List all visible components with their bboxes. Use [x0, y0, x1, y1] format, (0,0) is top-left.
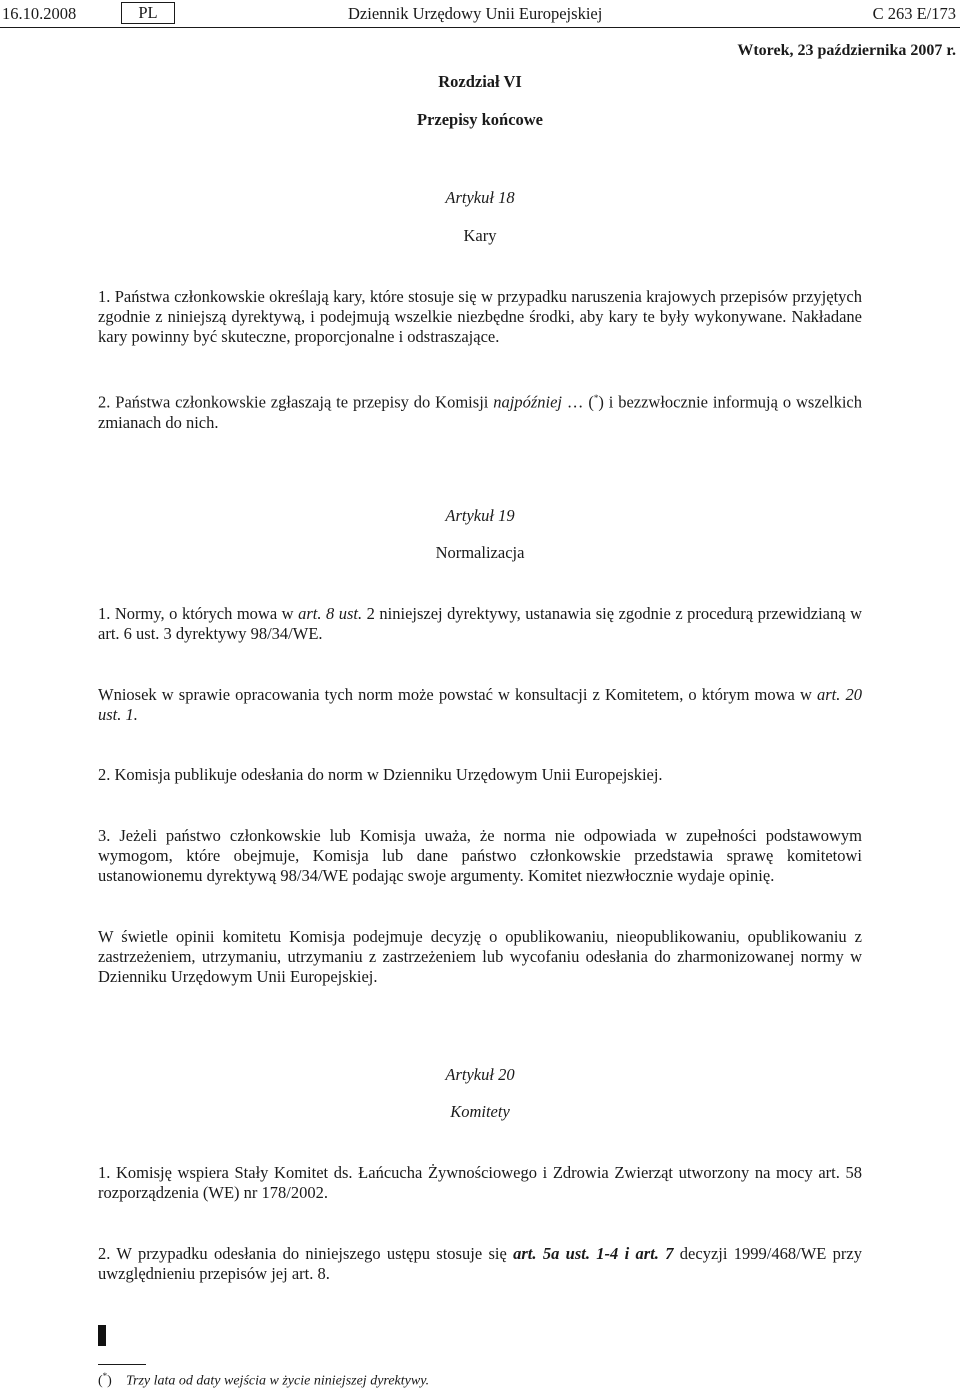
footnote-reference[interactable]: *	[593, 393, 599, 403]
article-19-paragraph-2: Wniosek w sprawie opracowania tych norm może powstać w konsultacji z Komitetem, o którym mowa w art. 20 ust. 1.	[98, 685, 862, 724]
publication-date: 16.10.2008	[2, 4, 77, 23]
article-18-title: Artykuł 18	[445, 188, 515, 207]
page-reference: C 263 E/173	[872, 4, 956, 23]
article-18-paragraph-1: 1. Państwa członkowskie określają kary, które stosuje się w przypadku naruszenia krajowych przepisów przyjętych zgodnie z niniejszą dyrektywą, i podejmują wszelkie niezbędne środki, aby kary te były wykonywane. Nakładane kary powinny być skuteczne, proporcjonalne i odstraszające.	[98, 287, 862, 346]
article-19-paragraph-3: 2. Komisja publikuje odesłania do norm w Dzienniku Urzędowym Unii Europejskiej.	[98, 765, 663, 784]
page-header	[0, 0, 960, 28]
header-divider	[0, 27, 960, 28]
article-19-paragraph-5: W świetle opinii komitetu Komisja podejmuje decyzję o opublikowaniu, nieopublikowaniu, opublikowaniu z zastrzeżeniem, utrzymaniu, utrzymaniu z zastrzeżeniem lub wycofaniu odesłania do zharmonizowanej normy w Dzienniku Urzędowym Unii Europejskiej.	[98, 927, 862, 986]
footnote	[98, 1371, 429, 1390]
amendment-marker	[98, 1325, 106, 1346]
article-20-paragraph-2: 2. W przypadku odesłania do niniejszego ustępu stosuje się art. 5a ust. 1-4 i art. 7 decyzji 1999/468/WE przy uwzględnieniu przepisów jej art. 8.	[98, 1244, 862, 1283]
article-18-subtitle: Kary	[463, 226, 497, 245]
article-20-title: Artykuł 20	[445, 1065, 515, 1084]
article-18-paragraph-2: 2. Państwa członkowskie zgłaszają te przepisy do Komisji najpóźniej … (*) i bezzwłocznie informują o wszelkich zmianach do nich.	[98, 392, 862, 432]
article-19-paragraph-1: 1. Normy, o których mowa w art. 8 ust. 2 niniejszej dyrektywy, ustanawia się zgodnie z procedurą przewidzianą w art. 6 ust. 3 dyrektywy 98/34/WE.	[98, 604, 862, 643]
chapter-title: Rozdział VI	[438, 72, 522, 91]
language-badge: PL	[121, 2, 175, 24]
chapter-subtitle: Przepisy końcowe	[416, 110, 544, 129]
article-19-paragraph-4: 3. Jeżeli państwo członkowskie lub Komisja uważa, że norma nie odpowiada w zupełności podstawowym wymogom, które obejmuje, Komisja lub dane państwo członkowskie przedstawia sprawę komitetowi ustanowionemu dyrektywą 98/34/WE podając swoje argumenty. Komitet niezwłocznie wydaje opinię.	[98, 826, 862, 885]
footnote-number: (*)	[98, 1371, 112, 1389]
journal-title: Dziennik Urzędowy Unii Europejskiej	[348, 4, 603, 23]
footnote-text: Trzy lata od daty wejścia w życie niniejszej dyrektywy.	[126, 1373, 430, 1389]
article-20-paragraph-1: 1. Komisję wspiera Stały Komitet ds. Łańcucha Żywnościowego i Zdrowia Zwierząt utworzony na mocy art. 58 rozporządzenia (WE) nr 178/2002.	[98, 1163, 862, 1202]
article-19-subtitle: Normalizacja	[435, 543, 525, 562]
article-19-title: Artykuł 19	[445, 506, 515, 525]
article-20-subtitle: Komitety	[450, 1102, 510, 1121]
footnote-divider	[98, 1364, 146, 1365]
session-date: Wtorek, 23 października 2007 r.	[737, 42, 956, 59]
